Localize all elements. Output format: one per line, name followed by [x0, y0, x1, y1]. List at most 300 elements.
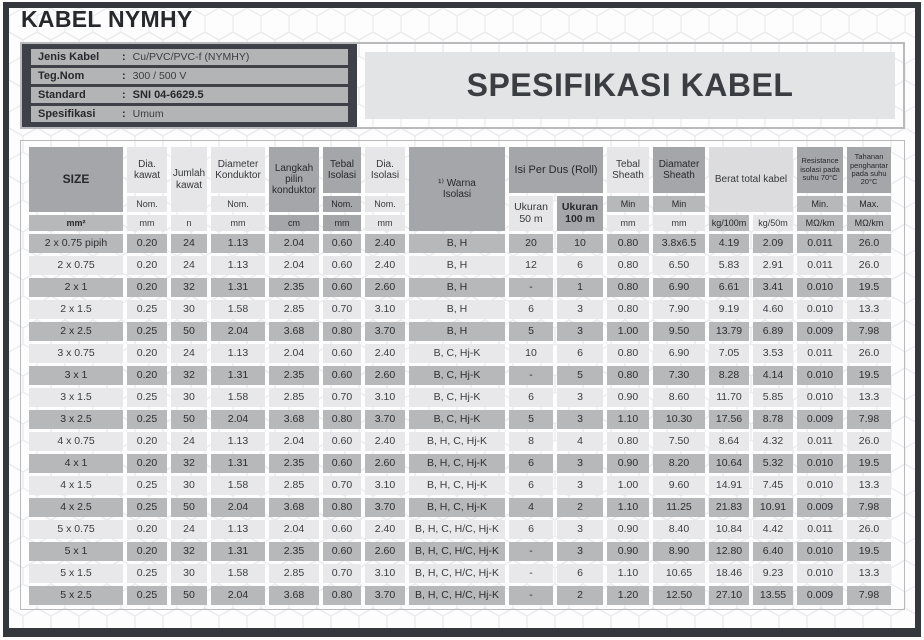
table-cell: 4 x 1.5: [29, 476, 123, 495]
table-cell: 2.40: [365, 520, 405, 539]
table-cell: 6.90: [653, 278, 705, 297]
table-cell: 7.50: [653, 432, 705, 451]
table-cell: 0.20: [127, 234, 167, 253]
table-cell: 26.0: [847, 256, 891, 275]
table-cell: 7.45: [753, 476, 793, 495]
table-cell: 6.90: [653, 344, 705, 363]
table-cell: 0.011: [797, 344, 843, 363]
table-cell: 3.41: [753, 278, 793, 297]
table-cell: 0.010: [797, 454, 843, 473]
table-cell: 3.8x6.5: [653, 234, 705, 253]
table-cell: 30: [171, 564, 207, 583]
table-cell: 0.25: [127, 498, 167, 517]
table-cell: 3 x 1: [29, 366, 123, 385]
table-cell: 0.80: [323, 498, 361, 517]
table-cell: 0.25: [127, 564, 167, 583]
table-cell: 7.90: [653, 300, 705, 319]
table-cell: 6: [509, 520, 553, 539]
table-cell: 3.68: [269, 322, 319, 341]
table-cell: 50: [171, 410, 207, 429]
table-cell: 6.40: [753, 542, 793, 561]
col-header-dia-kawat: Dia. kawat: [127, 147, 167, 193]
table-cell: 0.60: [323, 278, 361, 297]
table-cell: 19.5: [847, 542, 891, 561]
table-cell: 4.19: [709, 234, 749, 253]
table-cell: 2.04: [269, 234, 319, 253]
col-header-tebal-isolasi: Tebal Isolasi: [323, 147, 361, 193]
table-cell: 12.50: [653, 586, 705, 605]
table-cell: 3 x 1.5: [29, 388, 123, 407]
table-cell: 1.31: [211, 278, 265, 297]
spec-table: [20, 140, 905, 610]
table-cell: 19.5: [847, 278, 891, 297]
table-cell: 11.70: [709, 388, 749, 407]
table-cell: B, C, Hj-K: [409, 410, 505, 429]
table-cell: 7.98: [847, 586, 891, 605]
col-unit-diameter-sheath: mm: [653, 215, 705, 231]
col-header-diameter-konduktor: Diameter Konduktor: [211, 147, 265, 193]
table-cell: -: [509, 366, 553, 385]
table-cell: 8.90: [653, 542, 705, 561]
table-cell: 26.0: [847, 432, 891, 451]
col-unit-jumlah-kawat: n: [171, 215, 207, 231]
table-cell: 8.64: [709, 432, 749, 451]
table-cell: 0.25: [127, 586, 167, 605]
table-cell: 3: [557, 322, 603, 341]
table-cell: 0.80: [323, 410, 361, 429]
table-cell: 13.3: [847, 476, 891, 495]
table-cell: 10.84: [709, 520, 749, 539]
col-unit-size: mm²: [29, 215, 123, 231]
table-cell: 0.009: [797, 322, 843, 341]
table-cell: 4.32: [753, 432, 793, 451]
table-cell: 6: [509, 454, 553, 473]
table-cell: 2: [557, 586, 603, 605]
table-cell: 5 x 1.5: [29, 564, 123, 583]
col-unit-dia-kawat: mm: [127, 215, 167, 231]
table-cell: 0.20: [127, 366, 167, 385]
table-cell: 17.56: [709, 410, 749, 429]
info-separator: :: [122, 89, 126, 101]
table-cell: 30: [171, 300, 207, 319]
table-cell: 24: [171, 256, 207, 275]
table-cell: 10.30: [653, 410, 705, 429]
table-cell: 4.14: [753, 366, 793, 385]
table-cell: 0.60: [323, 432, 361, 451]
table-cell: 3.10: [365, 300, 405, 319]
table-cell: 26.0: [847, 234, 891, 253]
table-cell: 0.90: [607, 542, 649, 561]
table-cell: 0.80: [607, 432, 649, 451]
table-cell: 2 x 1.5: [29, 300, 123, 319]
table-cell: 9.23: [753, 564, 793, 583]
table-cell: 0.010: [797, 388, 843, 407]
table-cell: 0.009: [797, 498, 843, 517]
col-header-size: SIZE: [29, 147, 123, 212]
table-cell: 5 x 2.5: [29, 586, 123, 605]
table-cell: 2 x 0.75: [29, 256, 123, 275]
table-cell: 7.98: [847, 410, 891, 429]
table-cell: 2.60: [365, 278, 405, 297]
spec-table-grid: [29, 147, 896, 605]
table-cell: 12: [509, 256, 553, 275]
table-cell: 0.70: [323, 388, 361, 407]
table-cell: 24: [171, 344, 207, 363]
table-cell: 9.60: [653, 476, 705, 495]
col-header-jumlah-kawat: Jumlah kawat: [171, 147, 207, 212]
table-cell: 2.40: [365, 234, 405, 253]
table-cell: 13.79: [709, 322, 749, 341]
banner-title: SPESIFIKASI KABEL: [466, 67, 794, 103]
table-cell: 7.05: [709, 344, 749, 363]
table-cell: 26.0: [847, 520, 891, 539]
table-cell: 3.70: [365, 410, 405, 429]
table-cell: 0.60: [323, 520, 361, 539]
table-cell: 0.010: [797, 366, 843, 385]
table-cell: 2.40: [365, 344, 405, 363]
table-cell: 0.010: [797, 300, 843, 319]
table-cell: 2: [557, 498, 603, 517]
table-cell: 0.009: [797, 586, 843, 605]
table-cell: 0.25: [127, 388, 167, 407]
col-header-resistance-isolasi: Resistance isolasi pada suhu 70°C: [797, 147, 843, 193]
table-cell: -: [509, 586, 553, 605]
table-cell: 8.20: [653, 454, 705, 473]
table-cell: 0.90: [607, 388, 649, 407]
table-cell: 32: [171, 366, 207, 385]
col-header-tahanan-penghantar: Tahanan penghantar pada suhu 20°C: [847, 147, 891, 193]
table-cell: 13.3: [847, 388, 891, 407]
table-cell: 2.85: [269, 300, 319, 319]
table-cell: 0.70: [323, 476, 361, 495]
col-subheader-diameter-sheath: Min: [653, 196, 705, 212]
table-cell: 4: [509, 498, 553, 517]
table-cell: 19.5: [847, 454, 891, 473]
table-cell: 1.13: [211, 344, 265, 363]
table-cell: 20: [509, 234, 553, 253]
table-cell: 0.90: [607, 454, 649, 473]
table-cell: 1.13: [211, 432, 265, 451]
table-cell: 30: [171, 476, 207, 495]
table-cell: 2 x 0.75 pipih: [29, 234, 123, 253]
spec-banner: [365, 52, 895, 119]
table-cell: 2.04: [269, 520, 319, 539]
table-cell: 3: [557, 542, 603, 561]
info-label: Jenis Kabel: [38, 51, 100, 63]
table-cell: 1.58: [211, 388, 265, 407]
table-cell: 5: [509, 410, 553, 429]
info-label: Spesifikasi: [38, 108, 96, 120]
table-cell: 0.20: [127, 542, 167, 561]
col-unit-dia-isolasi: mm: [365, 215, 405, 231]
table-cell: 5.32: [753, 454, 793, 473]
table-cell: 2.85: [269, 564, 319, 583]
table-cell: 2.04: [211, 498, 265, 517]
table-cell: 6.50: [653, 256, 705, 275]
table-cell: 2.09: [753, 234, 793, 253]
table-cell: B, H: [409, 322, 505, 341]
table-cell: 1: [557, 278, 603, 297]
info-separator: :: [122, 108, 126, 120]
table-cell: 10.65: [653, 564, 705, 583]
table-cell: 0.20: [127, 256, 167, 275]
col-unit-tebal-sheath: mm: [607, 215, 649, 231]
table-cell: 24: [171, 520, 207, 539]
table-cell: B, H, C, Hj-K: [409, 454, 505, 473]
table-cell: 0.20: [127, 454, 167, 473]
table-cell: 7.98: [847, 322, 891, 341]
col-unit-tebal-isolasi: mm: [323, 215, 361, 231]
table-cell: 2.35: [269, 542, 319, 561]
info-row-jenis-kabel: [31, 49, 348, 65]
col-header-langkah-pilin: Langkah pilin konduktor: [269, 147, 319, 212]
table-cell: 8.40: [653, 520, 705, 539]
col-unit-resistance: MΩ/km: [797, 215, 843, 231]
col-subheader-tebal-isolasi: Nom.: [323, 196, 361, 212]
table-cell: 1.00: [607, 322, 649, 341]
table-cell: 5.85: [753, 388, 793, 407]
col-subheader-tahanan: Max.: [847, 196, 891, 212]
table-cell: 2.85: [269, 476, 319, 495]
table-cell: 1.31: [211, 366, 265, 385]
header-strip: [20, 42, 905, 129]
table-cell: 8: [509, 432, 553, 451]
table-cell: 2.35: [269, 366, 319, 385]
info-label: Standard: [38, 89, 86, 101]
table-cell: B, H, C, Hj-K: [409, 432, 505, 451]
table-cell: 1.31: [211, 454, 265, 473]
table-cell: 0.80: [607, 256, 649, 275]
table-cell: 2.35: [269, 278, 319, 297]
table-cell: 9.19: [709, 300, 749, 319]
table-cell: 1.10: [607, 564, 649, 583]
table-cell: 6: [509, 300, 553, 319]
table-cell: 11.25: [653, 498, 705, 517]
table-cell: 0.80: [607, 300, 649, 319]
table-cell: 10: [557, 234, 603, 253]
table-cell: 0.010: [797, 476, 843, 495]
banner-wrap: [357, 44, 903, 127]
table-cell: 1.13: [211, 256, 265, 275]
table-cell: 0.20: [127, 344, 167, 363]
table-cell: 6.61: [709, 278, 749, 297]
table-cell: 1.10: [607, 410, 649, 429]
col-header-diameter-sheath: Diamater Sheath: [653, 147, 705, 193]
table-cell: 26.0: [847, 344, 891, 363]
table-cell: 4 x 1: [29, 454, 123, 473]
table-cell: 0.80: [607, 234, 649, 253]
page-title: KABEL NYMHY: [21, 6, 193, 32]
table-cell: 3.70: [365, 586, 405, 605]
table-cell: 2.04: [211, 586, 265, 605]
table-cell: B, H: [409, 234, 505, 253]
table-cell: 1.58: [211, 564, 265, 583]
table-cell: 10.64: [709, 454, 749, 473]
table-cell: 2 x 2.5: [29, 322, 123, 341]
table-cell: 4.60: [753, 300, 793, 319]
table-cell: 0.80: [607, 278, 649, 297]
table-cell: 6: [557, 344, 603, 363]
table-cell: B, C, Hj-K: [409, 388, 505, 407]
table-cell: 50: [171, 586, 207, 605]
table-cell: B, H, C, H/C, Hj-K: [409, 520, 505, 539]
table-cell: 2.04: [269, 344, 319, 363]
table-cell: 5: [509, 322, 553, 341]
table-cell: 0.80: [607, 366, 649, 385]
table-cell: 14.91: [709, 476, 749, 495]
table-cell: 0.60: [323, 454, 361, 473]
table-cell: 2.04: [211, 322, 265, 341]
table-cell: B, H: [409, 256, 505, 275]
info-row-standard: [31, 87, 348, 103]
table-cell: 27.10: [709, 586, 749, 605]
table-cell: 1.13: [211, 234, 265, 253]
col-header-tebal-sheath: Tebal Sheath: [607, 147, 649, 193]
table-cell: 0.010: [797, 542, 843, 561]
table-cell: 2.60: [365, 542, 405, 561]
table-cell: B, H, C, Hj-K: [409, 476, 505, 495]
table-cell: 3: [557, 388, 603, 407]
table-cell: 1.00: [607, 476, 649, 495]
table-cell: 0.25: [127, 476, 167, 495]
table-cell: 3 x 0.75: [29, 344, 123, 363]
info-value: Cu/PVC/PVC-f (NYMHY): [132, 51, 250, 63]
col-subheader-resistance: Min.: [797, 196, 843, 212]
table-cell: 0.90: [607, 520, 649, 539]
col-header-isi-per-dus: Isi Per Dus (Roll): [509, 147, 603, 193]
table-cell: 0.80: [323, 322, 361, 341]
table-cell: B, H, C, Hj-K: [409, 498, 505, 517]
table-cell: 0.009: [797, 410, 843, 429]
table-cell: 19.5: [847, 366, 891, 385]
table-cell: 4.42: [753, 520, 793, 539]
table-cell: 32: [171, 454, 207, 473]
table-cell: 5: [557, 366, 603, 385]
col-unit-berat-kg100m: kg/100m: [709, 215, 749, 231]
table-cell: 0.20: [127, 432, 167, 451]
table-cell: 3.68: [269, 498, 319, 517]
info-value: Umum: [132, 108, 164, 120]
table-cell: 4 x 0.75: [29, 432, 123, 451]
table-cell: 1.20: [607, 586, 649, 605]
table-cell: B, H: [409, 300, 505, 319]
table-cell: 3.70: [365, 322, 405, 341]
table-cell: 50: [171, 322, 207, 341]
table-cell: 10: [509, 344, 553, 363]
table-cell: 0.60: [323, 234, 361, 253]
col-unit-berat-kg50m: kg/50m: [753, 215, 793, 231]
table-cell: 4 x 2.5: [29, 498, 123, 517]
table-cell: 10.91: [753, 498, 793, 517]
info-row-teg-nom: [31, 68, 348, 84]
table-cell: 3: [557, 300, 603, 319]
info-label: Teg.Nom: [38, 70, 85, 82]
table-cell: -: [509, 564, 553, 583]
table-cell: 7.98: [847, 498, 891, 517]
table-cell: 13.3: [847, 564, 891, 583]
table-cell: B, C, Hj-K: [409, 366, 505, 385]
table-cell: 2 x 1: [29, 278, 123, 297]
table-cell: 3.68: [269, 410, 319, 429]
table-cell: 18.46: [709, 564, 749, 583]
table-cell: 8.78: [753, 410, 793, 429]
table-cell: 1.10: [607, 498, 649, 517]
table-cell: 0.011: [797, 432, 843, 451]
table-cell: 1.31: [211, 542, 265, 561]
table-cell: B, H, C, H/C, Hj-K: [409, 586, 505, 605]
col-subheader-diameter-konduktor: Nom.: [211, 196, 265, 212]
table-cell: 21.83: [709, 498, 749, 517]
table-cell: 2.60: [365, 366, 405, 385]
info-separator: :: [122, 51, 126, 63]
table-cell: 6: [509, 388, 553, 407]
table-cell: 0.011: [797, 520, 843, 539]
table-cell: 2.40: [365, 256, 405, 275]
info-separator: :: [122, 70, 126, 82]
table-cell: 2.35: [269, 454, 319, 473]
table-cell: 50: [171, 498, 207, 517]
table-cell: 5 x 0.75: [29, 520, 123, 539]
table-cell: 0.60: [323, 256, 361, 275]
table-cell: -: [509, 278, 553, 297]
col-subheader-tebal-sheath: Min: [607, 196, 649, 212]
table-cell: 0.70: [323, 300, 361, 319]
table-cell: B, H, C, H/C, Hj-K: [409, 564, 505, 583]
table-cell: 3 x 2.5: [29, 410, 123, 429]
table-cell: 6: [557, 564, 603, 583]
table-cell: 8.60: [653, 388, 705, 407]
col-header-warna-isolasi: ¹⁾ Warna Isolasi: [409, 147, 505, 231]
table-cell: 0.20: [127, 278, 167, 297]
table-cell: 2.04: [269, 256, 319, 275]
table-cell: 13.3: [847, 300, 891, 319]
table-cell: 0.60: [323, 366, 361, 385]
table-cell: 24: [171, 234, 207, 253]
table-cell: 0.80: [323, 586, 361, 605]
col-header-berat-total: Berat total kabel: [709, 147, 793, 212]
table-cell: B, H: [409, 278, 505, 297]
table-cell: 2.04: [269, 432, 319, 451]
table-cell: 0.20: [127, 520, 167, 539]
table-cell: 0.010: [797, 564, 843, 583]
col-header-dia-isolasi: Dia. Isolasi: [365, 147, 405, 193]
table-cell: 3: [557, 410, 603, 429]
table-cell: 7.30: [653, 366, 705, 385]
table-cell: 0.80: [607, 344, 649, 363]
info-value: SNI 04-6629.5: [132, 89, 204, 101]
table-cell: 4: [557, 432, 603, 451]
table-cell: 32: [171, 542, 207, 561]
table-cell: 2.40: [365, 432, 405, 451]
col-subheader-dia-kawat: Nom.: [127, 196, 167, 212]
col-subheader-dia-isolasi: Nom.: [365, 196, 405, 212]
col-subheader-ukuran-50m: Ukuran 50 m: [509, 196, 553, 231]
table-cell: 1.58: [211, 476, 265, 495]
table-cell: 9.50: [653, 322, 705, 341]
table-cell: 0.70: [323, 564, 361, 583]
cable-info-panel: [22, 44, 357, 127]
table-cell: 24: [171, 432, 207, 451]
table-cell: B, H, C, H/C, Hj-K: [409, 542, 505, 561]
info-row-spesifikasi: [31, 106, 348, 122]
table-cell: 0.010: [797, 278, 843, 297]
table-cell: 5 x 1: [29, 542, 123, 561]
table-cell: 0.011: [797, 256, 843, 275]
col-unit-diameter-konduktor: mm: [211, 215, 265, 231]
table-cell: 6: [557, 256, 603, 275]
table-cell: 2.91: [753, 256, 793, 275]
table-cell: 3: [557, 520, 603, 539]
